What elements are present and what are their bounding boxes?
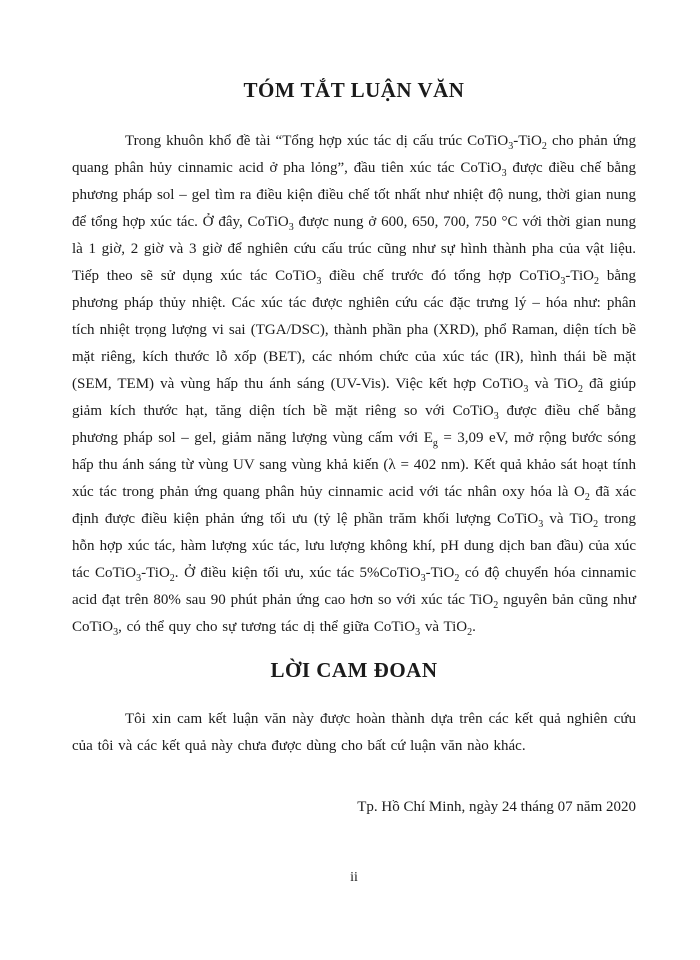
declaration-section-title: LỜI CAM ĐOAN bbox=[270, 658, 438, 682]
date-place-line: Tp. Hồ Chí Minh, ngày 24 tháng 07 năm 2020 bbox=[357, 799, 636, 815]
summary-paragraph: Trong khuôn khổ đề tài “Tổng hợp xúc tác dị cấu trúc CoTiO$_3$-TiO$_2$ cho phản ứng quang phân hủy cinnamic acid ở pha lỏng”, đầu tiên xúc tác CoTiO$_3$ được điều chế bằng phương pháp sol – gel tìm ra điều kiện điều chế tốt nhất như nhiệt độ nung, thời gian nung để tổng hợp xúc tác. Ở đây, CoTiO$_3$ được nung ở 600, 650, 700, 750 °C với thời gian nung là 1 giờ, 2 giờ và 3 giờ để nghiên cứu cấu trúc cũng như sự hình thành pha của vật liệu. Tiếp theo sẽ sử dụng xúc tác CoTiO$_3$ điều chế trước đó tổng hợp CoTiO$_3$-TiO$_2$ bằng phương pháp thủy nhiệt. Các xúc tác được nghiên cứu các đặc trưng lý – hóa như: phân tích nhiệt trọng lượng vi sai (TGA/DSC), thành phần pha (XRD), phổ Raman, diện tích bề mặt riêng, kích thước lỗ xốp (BET), các nhóm chức của xúc tác (IR), hình thái bề mặt (SEM, TEM) và vùng hấp thu ánh sáng (UV-Vis). Việc kết hợp CoTiO$_3$ và TiO$_2$ đã giúp giảm kích thước hạt, tăng diện tích bề mặt riêng so với CoTiO$_3$ được điều chế bằng phương pháp sol – gel, giảm năng lượng vùng cấm với $E_g = 3,09$ eV, mở rộng bước sóng hấp thu ánh sáng từ vùng UV sang vùng khả kiến (λ = 402 nm). Kết quả khảo sát hoạt tính xúc tác trong phản ứng quang phân hủy cinnamic acid với tác nhân oxy hóa là $O_2$ đã xác định được điều kiện phản ứng tối ưu (tỷ lệ phần trăm khối lượng CoTiO$_3$ và TiO$_2$ trong hỗn hợp xúc tác, hàm lượng xúc tác, lưu lượng không khí, pH dung dịch ban đầu) của xúc tác CoTiO$_3$-TiO$_2$. Ở điều kiện tối ưu, xúc tác 5%CoTiO$_3$-TiO$_2$ có độ chuyển hóa cinnamic acid đạt trên 80% sau 90 phút phản ứng cao hơn so với xúc tác TiO$_2$ nguyên bản cũng như CoTiO$_3$, có thể quy cho sự tương tác dị thể giữa CoTiO$_3$ và TiO$_2$. bbox=[72, 133, 637, 638]
declaration-paragraph: Tôi xin cam kết luận văn này được hoàn thành dựa trên các kết quả nghiên cứu của tôi và các kết quả này chưa được dùng cho bất cứ luận văn nào khác. bbox=[72, 711, 636, 754]
page-number: ii bbox=[350, 870, 358, 885]
summary-section-title: TÓM TẮT LUẬN VĂN bbox=[243, 78, 465, 102]
